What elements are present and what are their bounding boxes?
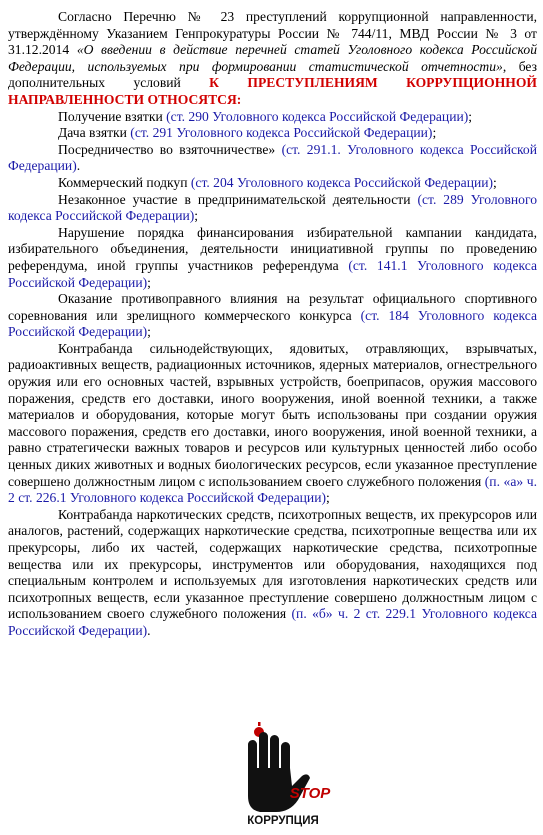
item-text: Посредничество во взяточничестве»: [58, 141, 282, 157]
intro-text-a: Согласно Перечню № 23 преступлений коррупционной направленности, утверждённому Указанием Генпрокуратуры России № 744/11, МВД России № 3 от 31.12.2014: [8, 9, 537, 58]
law-reference-link[interactable]: (ст. 291 Уголовного кодекса Российской Федерации): [130, 125, 433, 141]
item-text: Незаконное участие в предпринимательской деятельности: [58, 191, 418, 207]
item-tail: ;: [432, 125, 437, 141]
item-tail: ;: [147, 274, 151, 290]
law-reference-link[interactable]: (ст. 141.1 Уголовного кодекса Российской Федерации): [8, 257, 537, 290]
item-tail: ;: [147, 324, 151, 340]
intro-paragraph: [8, 9, 537, 109]
item-tail: ;: [468, 108, 473, 124]
law-reference-link[interactable]: (ст. 184 Уголовного кодекса Российской Федерации): [8, 307, 537, 340]
list-item: [8, 507, 537, 640]
list-item: [8, 142, 537, 175]
law-reference-link[interactable]: (п. «б» ч. 2 ст. 229.1 Уголовного кодекса Российской Федерации): [8, 606, 537, 638]
item-tail: .: [147, 622, 151, 638]
item-text: Нарушение порядка финансирования избирательной кампании кандидата, избирательного объединения, деятельности инициативной группы по проведению референдума, иной группы участников референдума: [8, 224, 537, 273]
list-item: [8, 175, 537, 192]
item-text: Получение взятки: [58, 108, 167, 124]
list-item: [8, 225, 537, 291]
decree-title: «О введении в действие перечней статей Уголовного кодекса Российской Федерации, используемых при формировании статистической отчетности»: [8, 42, 537, 74]
intro-highlight: К ПРЕСТУПЛЕНИЯМ КОРРУПЦИОННОЙ НАПРАВЛЕННОСТИ ОТНОСЯТСЯ:: [8, 75, 538, 107]
item-text: Контрабанда наркотических средств, психотропных веществ, их прекурсоров или аналогов, растений, содержащих наркотические средства, психотропные вещества или их прекурсоры, либо их частей, содержащих наркотические средства, психотропные вещества или их прекурсоры, инструментов или оборудования, находящихся под специальным контролем и используемых для изготовления наркотических средств или психотропных веществ, если указанное преступление совершено должностным лицом с использованием своего служебного положения: [8, 506, 537, 622]
item-text: Коммерческий подкуп: [58, 174, 191, 190]
list-item: [8, 109, 537, 126]
list-item: [8, 291, 537, 341]
logo-caption: КОРРУПЦИЯ: [247, 815, 319, 827]
item-tail: .: [76, 158, 81, 174]
law-reference-link[interactable]: (ст. 204 Уголовного кодекса Российской Федерации): [190, 174, 494, 190]
item-text: Дача взятки: [58, 125, 131, 141]
list-item: [8, 192, 537, 225]
intro-text-b: , без дополнительных условий: [8, 58, 538, 91]
item-tail: ;: [194, 208, 199, 224]
list-item: [8, 125, 537, 142]
law-reference-link[interactable]: (п. «а» ч. 2 ст. 226.1 Уголовного кодекса Российской Федерации): [8, 473, 537, 506]
item-text: Оказание противоправного влияния на результат официального спортивного соревнования или зрелищного коммерческого конкурса: [8, 291, 537, 323]
stop-corruption-logo: [228, 720, 338, 830]
law-reference-link[interactable]: (ст. 290 Уголовного кодекса Российской Федерации): [166, 108, 469, 124]
law-reference-link[interactable]: (ст. 291.1. Уголовного кодекса Российской Федерации): [8, 141, 537, 174]
item-text: Контрабанда сильнодействующих, ядовитых, отравляющих, взрывчатых, радиоактивных веществ, радиационных источников, ядерных материалов, огнестрельного оружия или его основных частей, взрывных устройств, боеприпасов, оружия массового поражения, средств его доставки, иного вооружения, иной военной техники, а также материалов и оборудования, которые могут быть использованы при создании оружия массового поражения, средств его доставки, иного вооружения, иной военной техники, а равно стратегически важных товаров и ресурсов или культурных ценностей либо особо ценных диких животных и водных биологических ресурсов, если указанное преступление совершено должностным лицом с использованием своего служебного положения: [8, 340, 537, 489]
item-tail: ;: [493, 174, 497, 190]
item-tail: ;: [326, 490, 330, 506]
stop-hand-icon: [228, 720, 338, 830]
list-item: [8, 341, 537, 507]
stop-label: STOP: [289, 785, 331, 802]
law-reference-link[interactable]: (ст. 289 Уголовного кодекса Российской Федерации): [8, 191, 538, 224]
